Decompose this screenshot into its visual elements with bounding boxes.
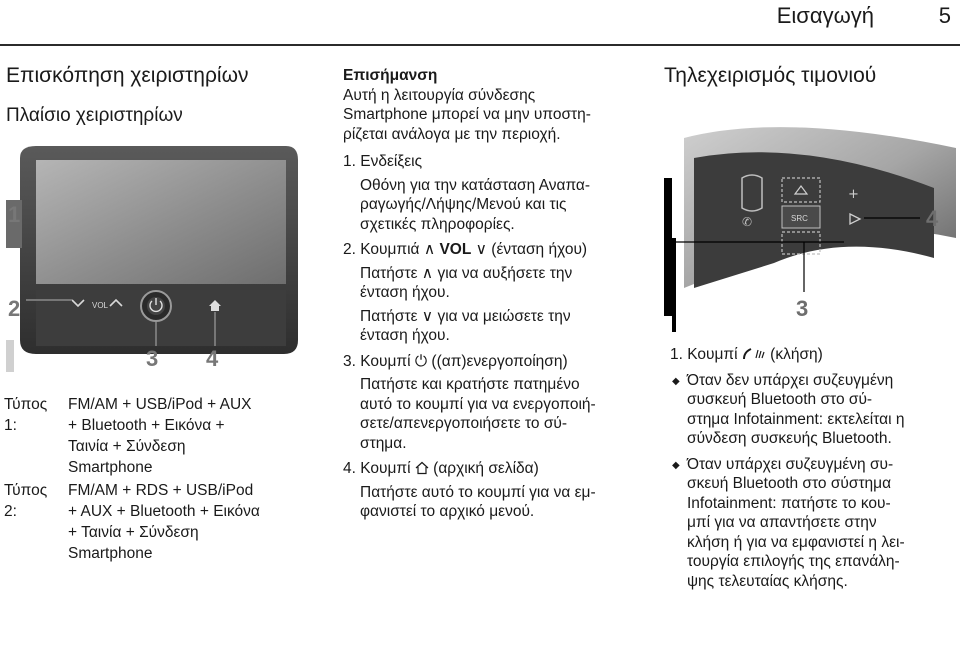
item-4-heading	[343, 459, 639, 479]
image-edge-left	[664, 178, 672, 316]
bullet-line: Όταν δεν υπάρχει συζευγμένη	[687, 371, 894, 389]
middle-column	[343, 66, 639, 522]
type-2-line: FM/AM + RDS + USB/iPod	[68, 482, 254, 499]
item-4-line: φανιστεί το αρχικό μενού.	[360, 503, 535, 520]
item-2-suffix: ∨ (ένταση ήχου)	[471, 241, 588, 258]
callout-3: 3	[796, 296, 809, 321]
item-2-line: Πατήστε ∨ για να μειώσετε την	[360, 307, 571, 325]
type-1-line: + Bluetooth + Εικόνα +	[68, 417, 225, 434]
item-4-text	[343, 483, 639, 522]
bullet-line: σκευή Bluetooth στο σύστημα	[687, 475, 892, 492]
bullet-line: τουργία επιλογής της επανάλη-	[687, 553, 900, 570]
item-1-text	[343, 176, 639, 235]
item-2-line: ένταση ήχου.	[360, 327, 450, 344]
subsection-title: Πλαίσιο χειριστηρίων	[6, 105, 183, 126]
bullet-icon: ◆	[672, 375, 680, 387]
type-1-line: Smartphone	[68, 459, 153, 476]
home-icon	[415, 461, 429, 475]
type-2-description	[68, 480, 300, 564]
bullet-line: στημα Infotainment: εκτελείται η	[687, 410, 905, 428]
item-3-line: σετε/απενεργοποιήσετε το σύ-	[360, 415, 568, 432]
bullet-line: ψης τελευταίας κλήσης.	[687, 572, 848, 590]
type-1-label: Τύπος 1:	[4, 396, 48, 434]
item-2-prefix: 2. Κουμπιά ∧	[343, 241, 440, 258]
type-2-line: + AUX + Bluetooth + Εικόνα	[68, 503, 260, 520]
item-2-line: ένταση ήχου.	[360, 284, 450, 301]
type-1-line: Ταινία + Σύνδεση	[68, 438, 186, 455]
item-2-vol: VOL	[439, 241, 472, 258]
right-item-1-suffix: (κλήση)	[765, 346, 823, 363]
callout-2: 2	[8, 296, 21, 321]
item-2-heading	[343, 240, 639, 260]
bullet-icon: ◆	[672, 459, 680, 471]
item-4-prefix: 4. Κουμπί	[343, 460, 415, 477]
item-1-line: ραγωγής/Λήψης/Μενού και τις	[360, 196, 567, 213]
type-2-line: Smartphone	[68, 545, 153, 562]
item-3-heading: 3. Κουμπί ⏻ ((απ)ενεργοποίηση)	[343, 352, 568, 370]
item-4-suffix: (αρχική σελίδα)	[428, 460, 539, 477]
type-1-line: FM/AM + USB/iPod + AUX	[68, 396, 252, 413]
item-1-heading: 1. Ενδείξεις	[343, 153, 423, 170]
bullet-item	[670, 455, 960, 592]
panel-side-lower	[6, 340, 14, 372]
vol-label: VOL	[92, 301, 109, 310]
section-title: Επισκόπηση χειριστηρίων	[6, 64, 249, 87]
steering-wheel-image	[664, 118, 956, 332]
note-line: ρίζεται ανάλογα με την περιοχή.	[343, 125, 561, 143]
item-1-line: σχετικές πληροφορίες.	[360, 215, 515, 233]
item-3-text	[343, 375, 639, 453]
item-4-line: Πατήστε αυτό το κουμπί για να εμ-	[360, 483, 596, 501]
vol-plus-icon: +	[848, 187, 859, 202]
note-title: Επισήμανση	[343, 67, 438, 84]
callout-4: 4	[206, 346, 219, 371]
panel-screen	[36, 160, 286, 284]
bullet-line: κλήση ή για να εμφανιστεί η λει-	[687, 533, 905, 551]
bullet-line: σύνδεση συσκευής Bluetooth.	[687, 430, 892, 447]
callout-1: 1	[8, 202, 21, 227]
type-2-label: Τύπος 2:	[4, 482, 48, 520]
item-2-line: Πατήστε ∧ για να αυξήσετε την	[360, 264, 573, 282]
callout-3: 3	[146, 346, 159, 371]
item-2-text	[343, 264, 639, 346]
bullet-line: μπί για να απαντήσετε στην	[687, 514, 877, 531]
bullet-item	[670, 371, 960, 449]
phone-voice-icon	[742, 347, 766, 361]
src-label: SRC	[791, 214, 808, 223]
note-line: Αυτή η λειτουργία σύνδεσης	[343, 86, 536, 104]
right-item-1-heading	[670, 345, 960, 365]
bullet-line: Όταν υπάρχει συζευγμένη συ-	[687, 455, 894, 473]
page-number: 5	[938, 3, 951, 28]
bullet-line: Infotainment: πατήστε το κου-	[687, 494, 891, 512]
phone-icon: ✆	[742, 215, 753, 229]
item-3-line: στημα.	[360, 434, 407, 452]
callout-4: 4	[926, 206, 939, 231]
header-rule	[0, 44, 960, 46]
bullet-line: συσκευή Bluetooth στο σύ-	[687, 391, 873, 408]
running-title: Εισαγωγή	[776, 3, 874, 28]
right-title: Τηλεχειρισμός τιμονιού	[664, 64, 877, 87]
right-text	[670, 345, 960, 591]
item-3-line: αυτό το κουμπί για να ενεργοποιή-	[360, 395, 596, 413]
control-panel-image	[6, 140, 302, 372]
item-1-line: Οθόνη για την κατάσταση Αναπα-	[360, 176, 591, 194]
type-2-line: + Ταινία + Σύνδεση	[68, 524, 199, 541]
right-item-1-prefix: 1. Κουμπί	[670, 346, 742, 363]
item-3-line: Πατήστε και κρατήστε πατημένο	[360, 376, 580, 393]
type-1-description	[68, 394, 300, 478]
note-line: Smartphone μπορεί να μην υποστη-	[343, 106, 591, 123]
